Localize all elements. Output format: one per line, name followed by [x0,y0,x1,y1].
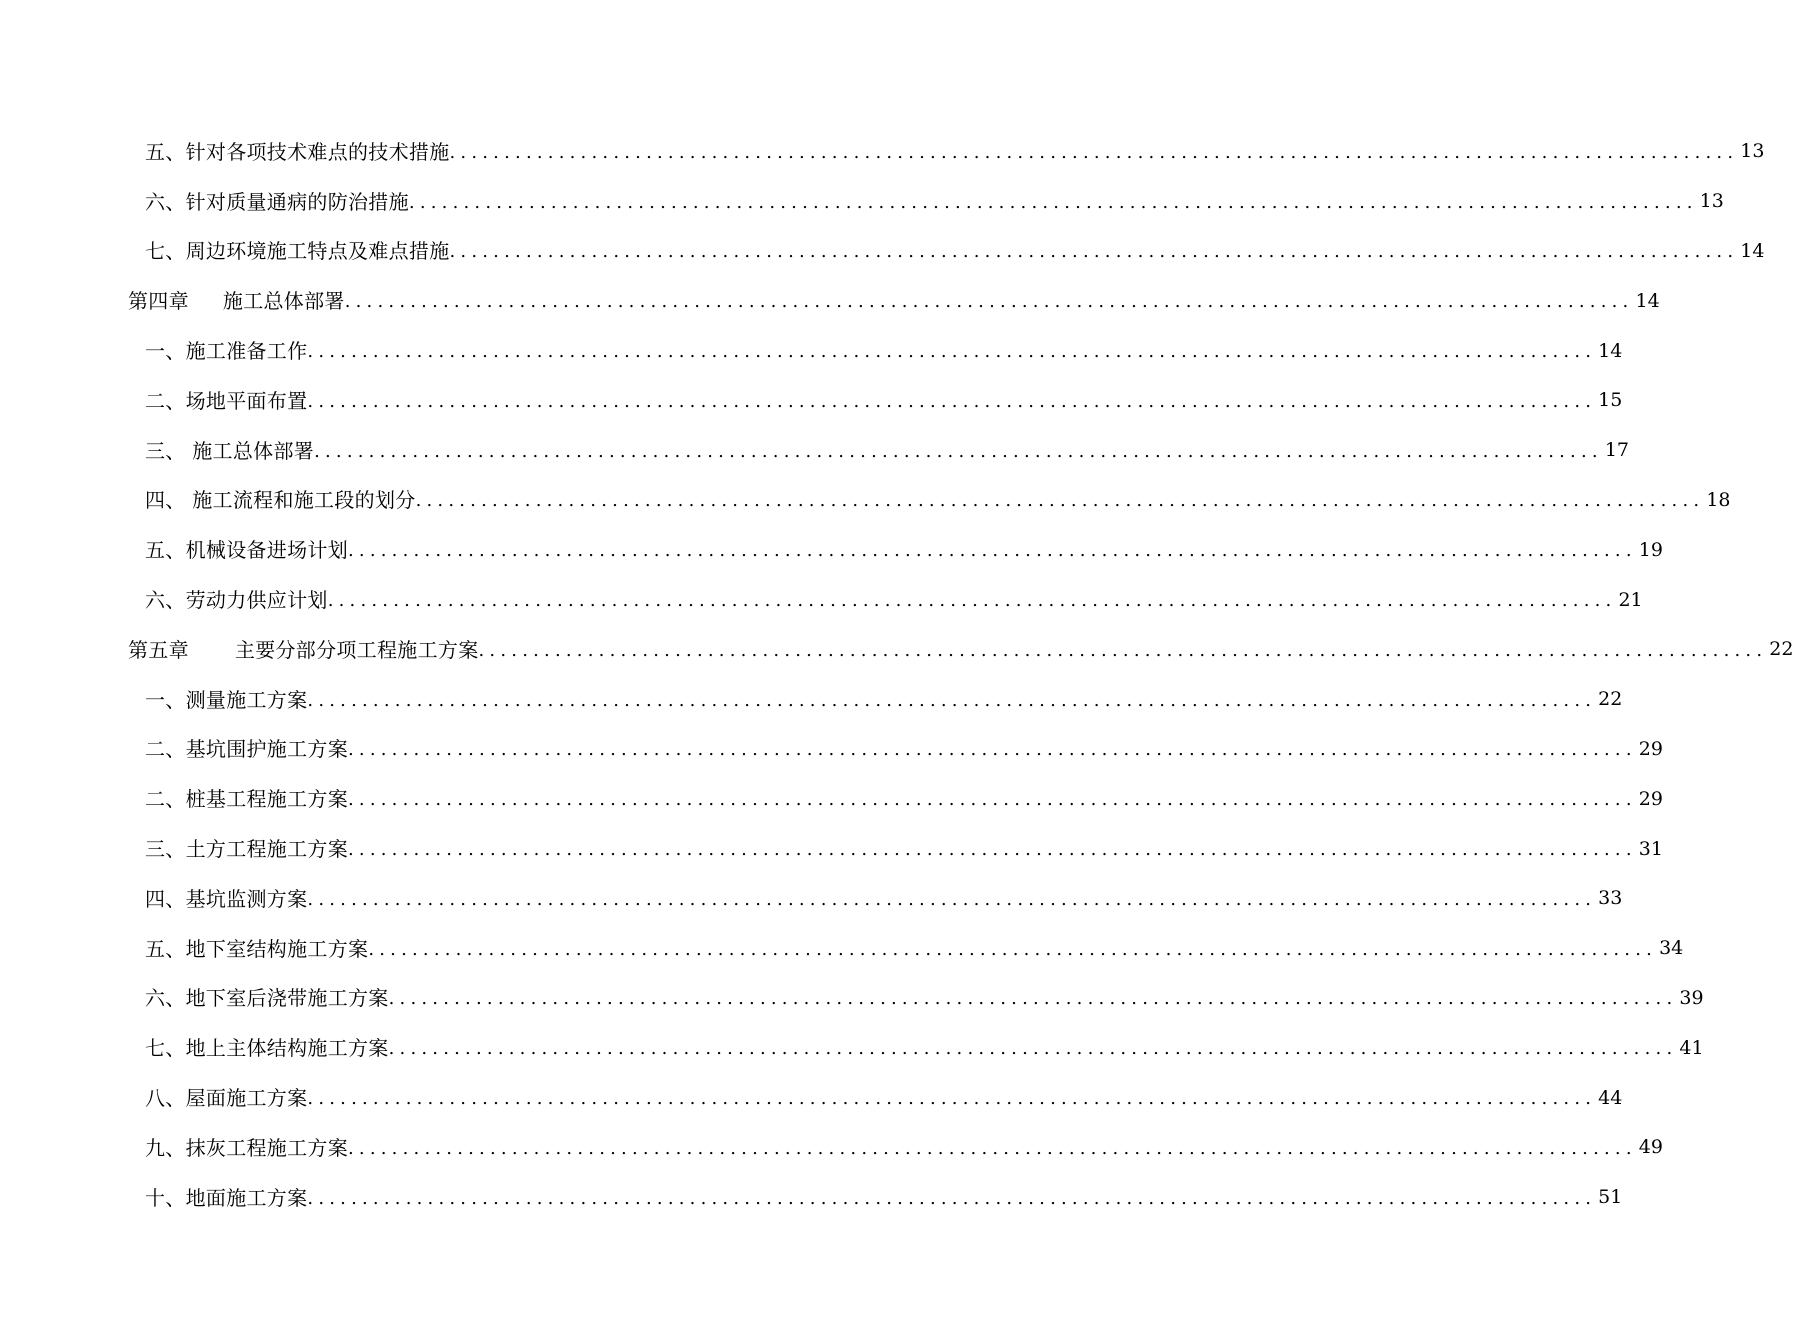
toc-leader-dots: ...................................................................................................................... [415,490,1705,512]
chapter-title: 施工总体部署 [222,289,345,314]
toc-leader-dots: ...................................................................................................................... [314,440,1603,462]
toc-page-number: 31 [1638,837,1663,860]
toc-entry-label: 三、土方工程施工方案 [145,837,348,862]
toc-leader-dots: ...................................................................................................................... [307,689,1597,711]
toc-entry[interactable] [0,1123,1663,1173]
toc-page-number: 51 [1598,1186,1623,1209]
toc-page-number: 19 [1638,538,1663,561]
toc-page-number: 15 [1598,389,1623,412]
toc-entry-label: 二、桩基工程施工方案 [145,787,348,812]
toc-leader-dots: ...................................................................................................................... [388,988,1678,1010]
toc-page-number: 39 [1679,986,1704,1009]
toc-chapter-label [128,289,345,314]
toc-entry-label: 九、抹灰工程施工方案 [145,1135,348,1160]
toc-entry-label: 二、基坑围护施工方案 [145,737,348,762]
toc-page-number: 17 [1604,439,1630,462]
toc-leader-dots: ...................................................................................................................... [408,191,1698,213]
toc-entry[interactable] [0,326,1623,376]
toc-entry-label: 一、施工准备工作 [145,339,308,364]
toc-chapter-entry[interactable] [0,276,1660,326]
toc-entry-label: 五、机械设备进场计划 [145,538,348,563]
toc-leader-dots: ...................................................................................................................... [344,291,1634,313]
toc-page-number: 18 [1706,488,1731,511]
toc-entry[interactable] [0,924,1684,974]
toc-entry[interactable] [0,874,1623,924]
toc-page-number: 33 [1598,887,1623,910]
toc-chapter-label [128,637,479,662]
toc-leader-dots: ...................................................................................................................... [307,1187,1597,1209]
toc-entry[interactable] [0,426,1630,476]
toc-leader-dots: ...................................................................................................................... [348,540,1637,562]
chapter-number: 第五章 [128,637,189,662]
toc-entry[interactable] [0,1073,1623,1123]
toc-entry-label: 十、地面施工方案 [145,1185,308,1210]
toc-entry[interactable] [0,675,1623,725]
toc-leader-dots: ...................................................................................................................... [348,1137,1637,1159]
toc-page-number: 29 [1638,737,1663,760]
toc-entry[interactable] [0,774,1663,824]
toc-page-number: 14 [1598,339,1623,362]
toc-page-number: 41 [1679,1036,1704,1059]
toc-leader-dots: ...................................................................................................................... [348,739,1637,761]
chapter-title: 主要分部分项工程施工方案 [234,637,479,662]
toc-leader-dots: ...................................................................................................................... [348,839,1637,861]
toc-entry-label: 五、地下室结构施工方案 [145,936,369,961]
toc-entry-label: 八、屋面施工方案 [145,1086,308,1111]
toc-page-number: 13 [1699,190,1724,213]
toc-entry-label: 六、针对质量通病的防治措施 [145,189,409,214]
toc-entry[interactable] [0,476,1731,526]
toc-entry-label: 一、测量施工方案 [145,687,308,712]
toc-entry-label: 六、劳动力供应计划 [145,588,328,613]
toc-entry-label: 七、周边环境施工特点及难点措施 [145,239,450,264]
toc-leader-dots: ...................................................................................................................... [307,341,1597,363]
toc-leader-dots: ...................................................................................................................... [327,590,1617,612]
toc-page-number: 13 [1740,140,1765,163]
toc-leader-dots: ...................................................................................................................... [478,639,1768,661]
toc-chapter-entry[interactable] [0,625,1793,675]
toc-leader-dots: ...................................................................................................................... [307,390,1597,412]
toc-page-number: 22 [1769,638,1793,661]
toc-entry[interactable] [0,177,1724,227]
toc-entry-label: 五、针对各项技术难点的技术措施 [145,139,450,164]
toc-entry[interactable] [0,824,1663,874]
toc-entry[interactable] [0,974,1704,1024]
toc-page-number: 14 [1740,239,1765,262]
toc-entry-label: 三、 施工总体部署 [145,438,315,463]
toc-leader-dots: ...................................................................................................................... [449,241,1739,263]
toc-entry-label: 六、地下室后浇带施工方案 [145,986,389,1011]
toc-leader-dots: ...................................................................................................................... [388,1038,1678,1060]
toc-leader-dots: ...................................................................................................................... [307,888,1597,910]
toc-leader-dots: ...................................................................................................................... [348,789,1637,811]
toc-page-number: 22 [1598,688,1623,711]
toc-page-number: 29 [1638,787,1663,810]
toc-entry[interactable] [0,575,1643,625]
chapter-number: 第四章 [128,289,189,314]
toc-entry[interactable] [0,227,1765,277]
toc-page-number: 21 [1618,588,1643,611]
toc-entry[interactable] [0,725,1663,775]
toc-leader-dots: ...................................................................................................................... [449,141,1739,163]
toc-entry[interactable] [0,525,1663,575]
toc-leader-dots: ...................................................................................................................... [368,938,1658,960]
toc-entry-label: 四、 施工流程和施工段的划分 [145,488,416,513]
toc-entry-label: 七、地上主体结构施工方案 [145,1036,389,1061]
toc-entry[interactable] [0,376,1623,426]
toc-page-number: 49 [1638,1136,1663,1159]
toc-entry[interactable] [0,1173,1623,1223]
toc-entry[interactable] [0,1023,1704,1073]
toc-entry-label: 四、基坑监测方案 [145,886,308,911]
toc-leader-dots: ...................................................................................................................... [307,1088,1597,1110]
toc-entry[interactable] [0,127,1765,177]
toc-page-number: 44 [1598,1086,1623,1109]
toc-page-number: 34 [1659,937,1684,960]
toc-page-number: 14 [1635,289,1660,312]
table-of-contents [0,127,1793,1223]
toc-entry-label: 二、场地平面布置 [145,388,308,413]
